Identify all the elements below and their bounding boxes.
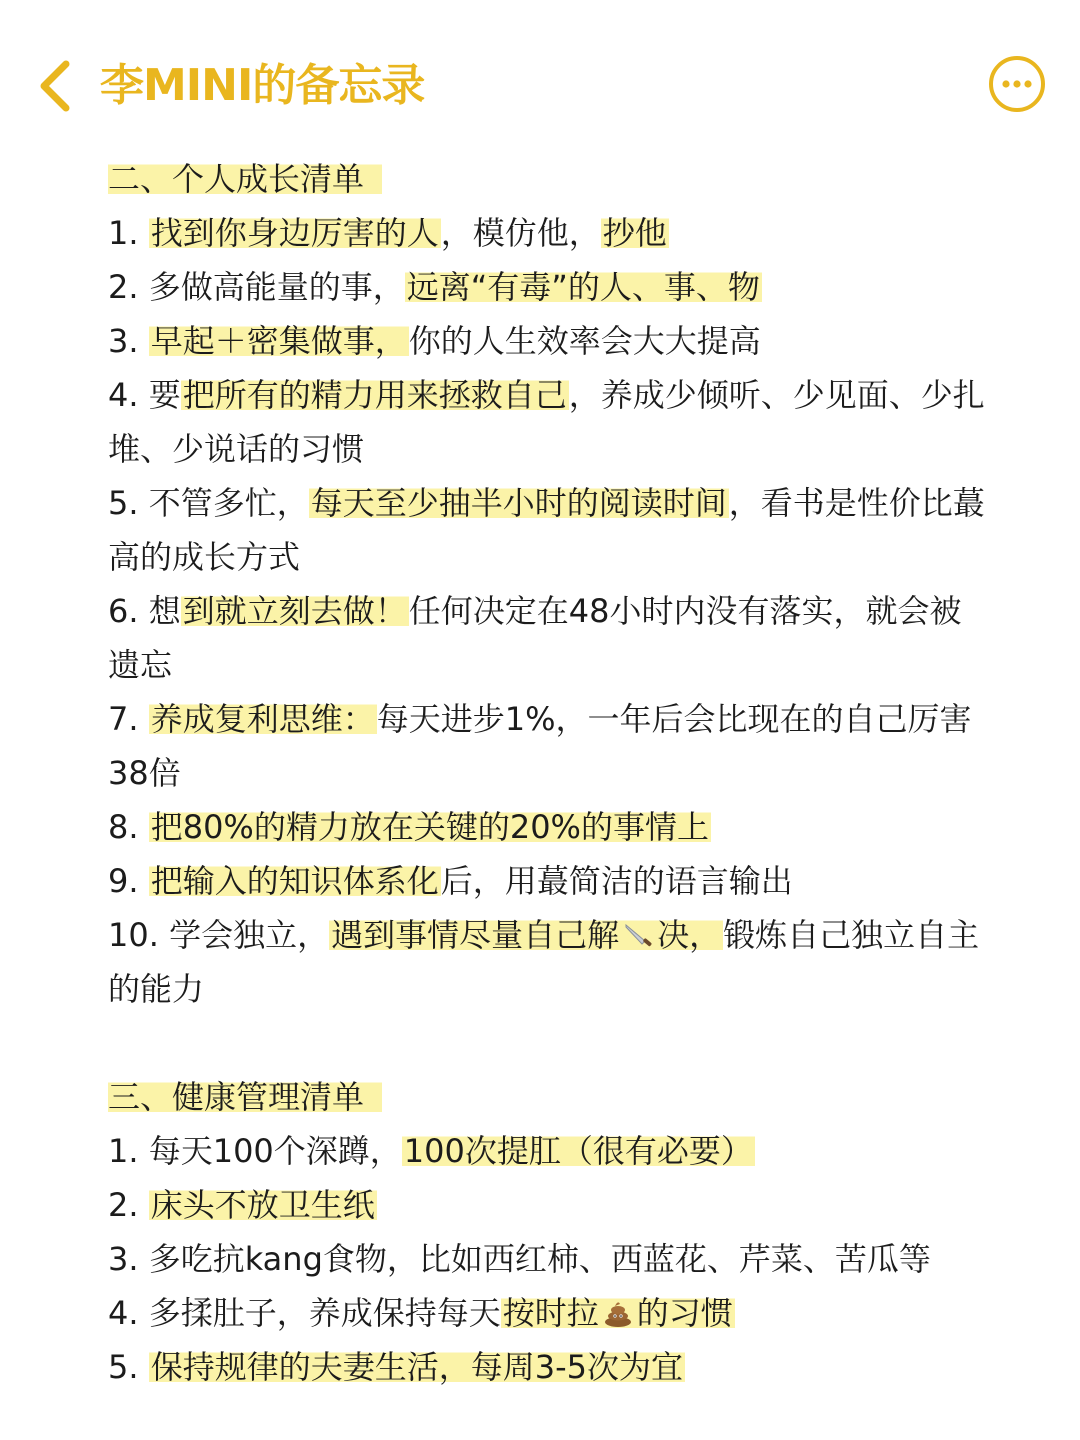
knife-emoji xyxy=(623,912,653,942)
nav-bar xyxy=(0,0,1080,170)
item-text: 6. 想 xyxy=(108,592,181,630)
highlighted-text: 把所有的精力用来拯救自己 xyxy=(182,376,567,414)
item-text: 5. xyxy=(108,1348,149,1386)
note-content[interactable] xyxy=(108,152,988,1394)
highlighted-text: 到就立刻去做！ xyxy=(182,592,407,630)
highlighted-text: 遇到事情尽量自己解 xyxy=(331,916,620,954)
list-item xyxy=(108,476,988,584)
item-text: 1. xyxy=(108,214,149,252)
item-text: 你的人生效率会大大提高 xyxy=(408,322,761,360)
highlighted-text: 100次提肛（很有必要） xyxy=(403,1132,753,1170)
highlighted-text: 找到你身边厉害的人 xyxy=(150,214,439,252)
item-text: 1. 每天100个深蹲， xyxy=(108,1132,402,1170)
highlighted-text: 床头不放卫生纸 xyxy=(150,1186,375,1224)
item-text: 10. 学会独立， xyxy=(108,916,330,954)
item-text: 任何决定在48小时内没有落实，就会被遗忘 xyxy=(108,592,962,684)
item-text: 3. 多吃抗kang食物，比如西红柿、西蓝花、芹菜、苦瓜等 xyxy=(108,1240,931,1278)
knife-icon xyxy=(621,916,655,954)
highlighted-text: 决， xyxy=(657,916,722,954)
back-button[interactable] xyxy=(34,58,80,114)
section-heading-text: 三、健康管理清单 xyxy=(108,1078,382,1116)
chevron-left-icon xyxy=(34,58,80,114)
highlighted-text: 远离“有毒”的人、事、物 xyxy=(406,268,760,306)
item-text: 7. xyxy=(108,700,149,738)
section-heading-text: 二、个人成长清单 xyxy=(108,160,382,198)
more-button[interactable] xyxy=(988,55,1046,113)
item-text: 每天进步1%，一年后会比现在的自己厉害38倍 xyxy=(108,700,972,792)
list-item xyxy=(108,206,988,260)
list-item xyxy=(108,260,988,314)
item-text: 9. xyxy=(108,862,149,900)
highlighted-text: 养成复利思维： xyxy=(150,700,375,738)
section-heading xyxy=(108,152,988,206)
list-item xyxy=(108,314,988,368)
list-item xyxy=(108,800,988,854)
page-title: 李MINI的备忘录 xyxy=(100,60,425,111)
item-text: 4. 要 xyxy=(108,376,181,414)
list-item xyxy=(108,1124,988,1178)
highlighted-text: 抄他 xyxy=(602,214,667,252)
item-text: ，看书是性价比蕞高的成长方式 xyxy=(108,484,985,576)
highlighted-text: 每天至少抽半小时的阅读时间 xyxy=(310,484,727,522)
list-item xyxy=(108,368,988,476)
section-gap xyxy=(108,1016,988,1070)
highlighted-text: 早起＋密集做事， xyxy=(150,322,407,360)
item-text: 4. 多揉肚子，养成保持每天 xyxy=(108,1294,501,1332)
item-text: ，模仿他， xyxy=(440,214,601,252)
item-text: 8. xyxy=(108,808,149,846)
highlighted-text: 保持规律的夫妻生活，每周3-5次为宜 xyxy=(150,1348,683,1386)
list-item xyxy=(108,692,988,800)
list-item xyxy=(108,1340,988,1394)
item-text: ，养成少倾听、少见面、少扎堆、少说话的习惯 xyxy=(108,376,985,468)
more-dots-icon xyxy=(988,55,1046,113)
list-item xyxy=(108,908,988,1016)
list-item xyxy=(108,584,988,692)
highlighted-text: 的习惯 xyxy=(636,1294,733,1332)
list-item xyxy=(108,1286,988,1340)
item-text: 3. xyxy=(108,322,149,360)
item-text: 后，用蕞简洁的语言输出 xyxy=(440,862,793,900)
highlighted-text: 把80%的精力放在关键的20%的事情上 xyxy=(150,808,709,846)
poop-emoji xyxy=(603,1290,633,1320)
list-item xyxy=(108,1178,988,1232)
highlighted-text: 把输入的知识体系化 xyxy=(150,862,439,900)
item-text: 2. 多做高能量的事， xyxy=(108,268,405,306)
item-text: 5. 不管多忙， xyxy=(108,484,309,522)
section-heading xyxy=(108,1070,988,1124)
poop-icon xyxy=(601,1294,635,1332)
list-item xyxy=(108,1232,988,1286)
highlighted-text: 按时拉 xyxy=(502,1294,599,1332)
item-text: 锻炼自己独立自主的能力 xyxy=(108,916,980,1008)
item-text: 2. xyxy=(108,1186,149,1224)
list-item xyxy=(108,854,988,908)
